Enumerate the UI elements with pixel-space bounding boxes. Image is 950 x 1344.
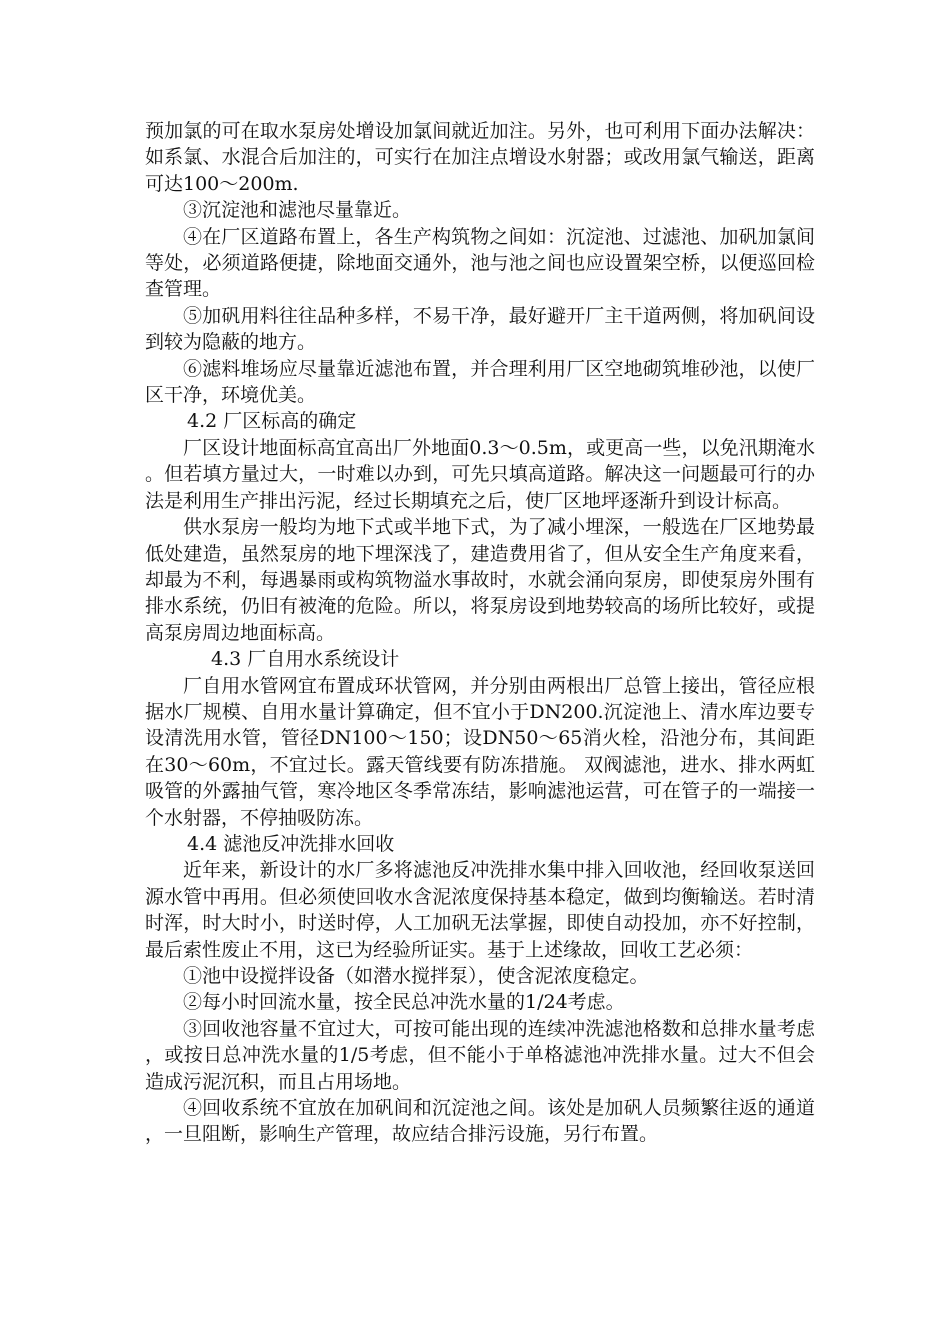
paragraph-site-elevation: 厂区设计地面标高宜高出厂外地面0.3～0.5m，或更高一些，以免汛期淹水。但若填方量过大，一时难以办到，可先只填高道路。解决这一问题最可行的办法是利用生产排出污泥，经过长期填充之后，使厂区地坪逐渐升到设计标高。	[145, 436, 815, 512]
paragraph-item-3-sedimentation-filter: ③沉淀池和滤池尽量靠近。	[183, 199, 412, 222]
paragraph-pump-house: 供水泵房一般均为地下式或半地下式，为了减小埋深，一般选在厂区地势最低处建造，虽然泵房的地下埋深浅了，建造费用省了，但从安全生产角度来看，却最为不利，每遇暴雨或构筑物溢水事故时，水就会涌向泵房，即使泵房外围有排水系统，仍旧有被淹的危险。所以，将泵房设到地势较高的场所比较好，或提高泵房周边地面标高。	[145, 516, 815, 644]
paragraph-recovery-item-1: ①池中设搅拌设备（如潜水搅拌泵），使含泥浓度稳定。	[183, 965, 649, 987]
section-heading-4-2: 4.2 厂区标高的确定	[187, 410, 357, 433]
paragraph-self-use-water: 厂自用水管网宜布置成环状管网，并分别由两根出厂总管上接出，管径应根据水厂规模、自用水量计算确定，但不宜小于DN200.沉淀池上、清水库边要专设清洗用水管，管径DN100～150；设DN50～65消火栓，沿池分布，其间距在30～60m，不宜过长。露天管线要有防冻措施。 双阀滤池，进水、排水两虹吸管的外露抽气管，寒冷地区冬季常冻结，影响滤池运营，可在管子的一端接一个水射器，不停抽吸防冻。	[145, 674, 815, 829]
paragraph-item-6-filter-media: ⑥滤料堆场应尽量靠近滤池布置，并合理利用厂区空地砌筑堆砂池，以使厂区干净，环境优美。	[145, 357, 815, 407]
paragraph-backwash-recovery: 近年来，新设计的水厂多将滤池反冲洗排水集中排入回收池，经回收泵送回源水管中再用。但必须使回收水含泥浓度保持基本稳定，做到均衡输送。若时清时浑，时大时小，时送时停，人工加矾无法掌握，即使自动投加，亦不好控制，最后索性废止不用，这已为经验所证实。基于上述缘故，回收工艺必须：	[145, 859, 815, 961]
paragraph-item-5-alum-room: ⑤加矾用料往往品种多样，不易干净，最好避开厂主干道两侧，将加矾间设到较为隐蔽的地方。	[145, 304, 815, 354]
paragraph-item-4-roads: ④在厂区道路布置上，各生产构筑物之间如：沉淀池、过滤池、加矾加氯间等处，必须道路便捷，除地面交通外，池与池之间也应设置架空桥，以便巡回检查管理。	[145, 225, 815, 301]
section-heading-4-3: 4.3 厂自用水系统设计	[211, 648, 400, 671]
document-body	[145, 118, 815, 1148]
paragraph-recovery-item-3: ③回收池容量不宜过大，可按可能出现的连续冲洗滤池格数和总排水量考虑，或按日总冲洗水量的1/5考虑，但不能小于单格滤池冲洗排水量。过大不但会造成污泥沉积，而且占用场地。	[145, 1017, 815, 1093]
paragraph-chlorination-continued: 预加氯的可在取水泵房处增设加氯间就近加注。另外，也可利用下面办法解决：如系氯、水混合后加注的，可实行在加注点增设水射器；或改用氯气输送，距离可达100～200m.	[145, 120, 815, 195]
paragraph-recovery-item-2: ②每小时回流水量，按全民总冲洗水量的1/24考虑。	[183, 991, 625, 1014]
section-heading-4-4: 4.4 滤池反冲洗排水回收	[187, 832, 395, 855]
paragraph-recovery-item-4: ④回收系统不宜放在加矾间和沉淀池之间。该处是加矾人员频繁往返的通道，一旦阻断，影响生产管理，故应结合排污设施，另行布置。	[145, 1097, 815, 1146]
